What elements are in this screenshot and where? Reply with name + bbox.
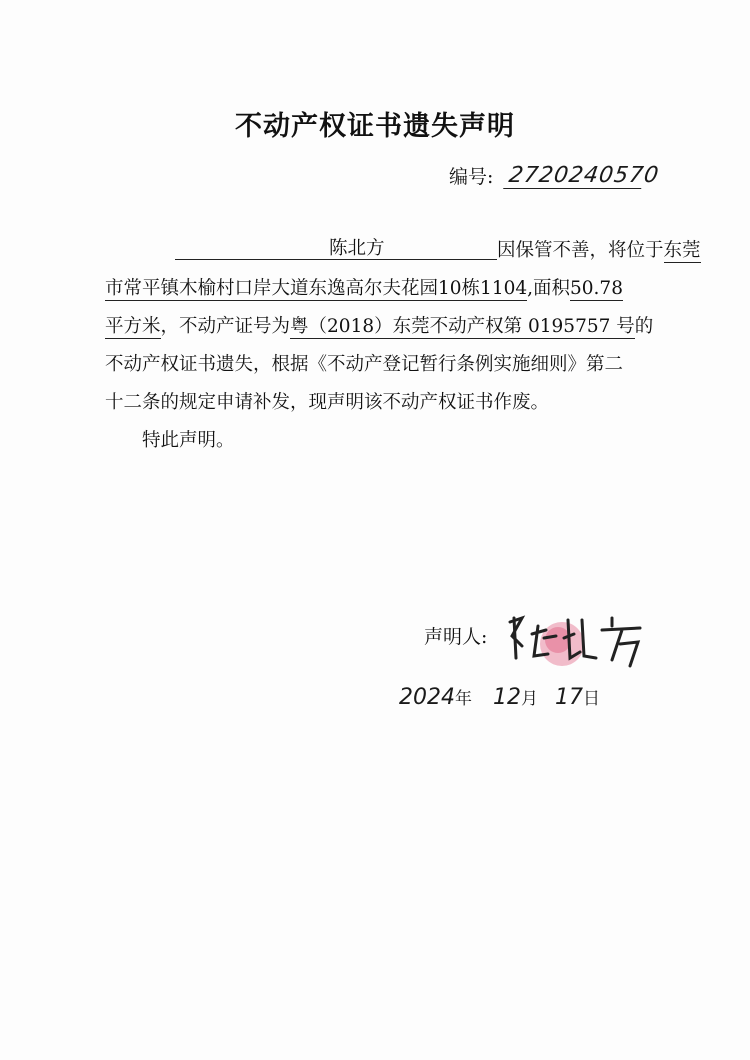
body-line-5: 十二条的规定申请补发，现声明该不动产权证书作废。: [105, 392, 550, 413]
applicant-name-field: 陈北方: [175, 233, 497, 260]
body-line-3: 平方米，不动产证号为粤（2018）东莞不动产权第 0195757 号的: [105, 316, 654, 337]
property-address-start: 东莞: [663, 240, 701, 261]
area-value: 50.78: [570, 278, 623, 299]
property-address: 市常平镇木榆村口岸大道东逸高尔夫花园10栋1104: [105, 278, 528, 299]
date-row: 2024年 12月 17日: [399, 685, 600, 710]
document-number-handwritten: 2720240570: [504, 163, 646, 189]
declarant-row: [424, 622, 487, 649]
handwritten-signature: [500, 606, 650, 676]
number-label: 编号:: [449, 166, 494, 188]
body-line-2: 市常平镇木榆村口岸大道东逸高尔夫花园10栋1104,面积50.78: [105, 278, 623, 299]
date-month: 12: [493, 685, 521, 710]
certificate-number: 粤（2018）东莞不动产权第 0195757 号: [290, 316, 635, 337]
declaration-body: [105, 232, 701, 460]
document-number-row: [449, 162, 662, 192]
body-line-4: 不动产权证书遗失，根据《不动产登记暂行条例实施细则》第二: [105, 354, 624, 375]
area-unit: 平方米: [105, 316, 161, 337]
closing-line: 特此声明。: [142, 430, 235, 451]
date-day: 17: [555, 685, 583, 710]
page-title: 不动产权证书遗失声明: [235, 111, 515, 142]
date-year: 2024: [399, 685, 455, 710]
body-line-1: 陈北方 因保管不善，将位于东莞: [105, 232, 665, 270]
declarant-label: 声明人:: [424, 626, 488, 648]
